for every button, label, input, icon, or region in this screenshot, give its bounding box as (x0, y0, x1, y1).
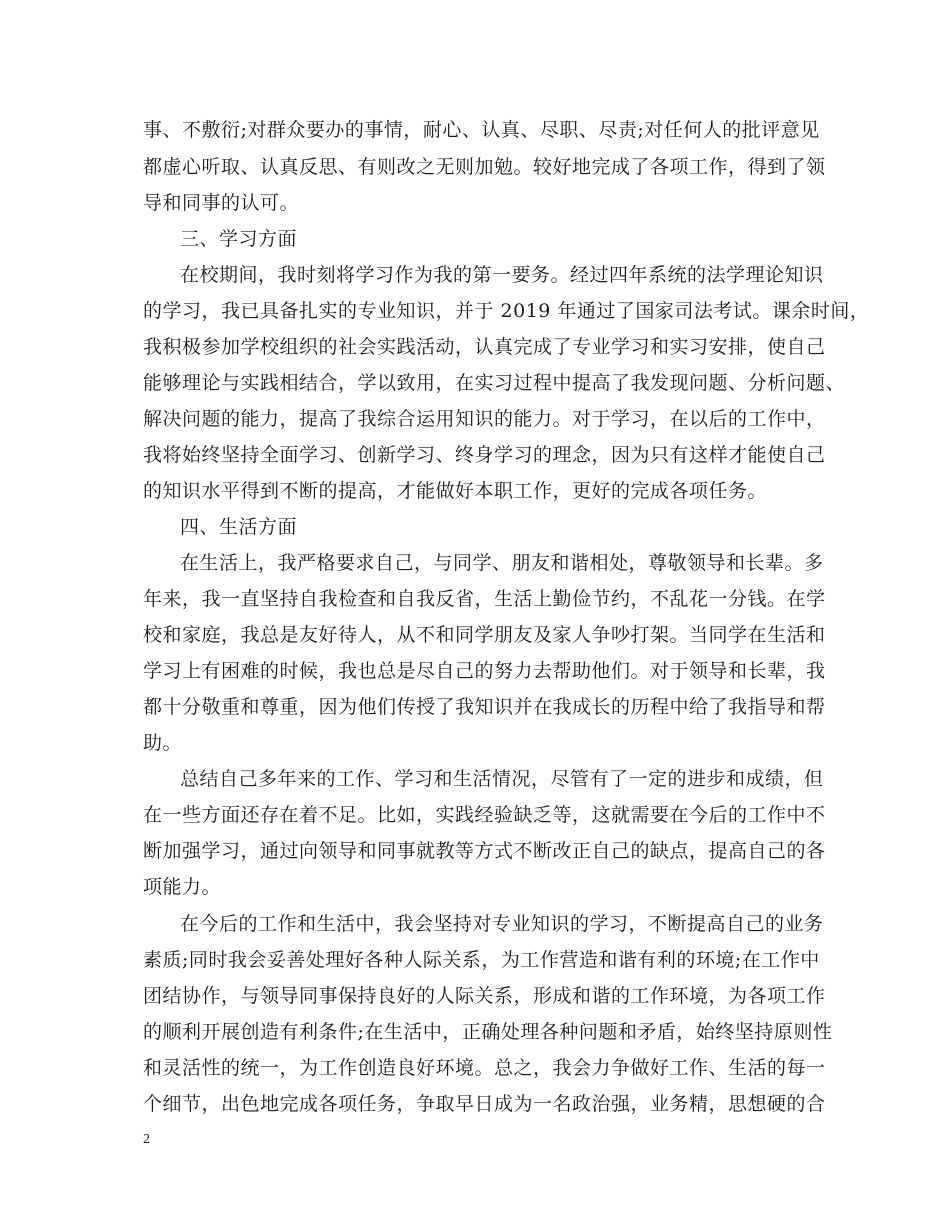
body-text-line: 在一些方面还存在着不足。比如，实践经验缺乏等，这就需要在今后的工作中不 (143, 804, 826, 826)
section-heading: 三、学习方面 (180, 228, 298, 250)
body-text-line: 学习上有困难的时候，我也总是尽自己的努力去帮助他们。对于领导和长辈，我 (143, 660, 826, 682)
body-text-line: 都虚心听取、认真反思、有则改之无则加勉。较好地完成了各项工作，得到了领 (143, 156, 826, 178)
body-text-line: 和灵活性的统一，为工作创造良好环境。总之，我会力争做好工作、生活的每一 (143, 1057, 826, 1079)
body-text-line: 能够理论与实践相结合，学以致用，在实习过程中提高了我发现问题、分析问题、 (143, 372, 846, 394)
body-text-line: 解决问题的能力，提高了我综合运用知识的能力。对于学习，在以后的工作中， (143, 408, 826, 430)
body-text-line: 的顺利开展创造有利条件;在生活中，正确处理各种问题和矛盾，始终坚持原则性 (143, 1021, 833, 1043)
body-text-line: 事、不敷衍;对群众要办的事情，耐心、认真、尽职、尽责;对任何人的批评意见 (143, 119, 820, 141)
section-heading: 四、生活方面 (180, 516, 298, 538)
body-text-line: 团结协作，与领导同事保持良好的人际关系，形成和谐的工作环境，为各项工作 (143, 985, 826, 1007)
body-text-line: 都十分敬重和尊重，因为他们传授了我知识并在我成长的历程中给了我指导和帮 (143, 696, 826, 718)
body-text-line: 素质;同时我会妥善处理好各种人际关系，为工作营造和谐有利的环境;在工作中 (143, 949, 820, 971)
body-text-line: 项能力。 (143, 876, 222, 898)
body-text-line: 年来，我一直坚持自我检查和自我反省，生活上勤俭节约，不乱花一分钱。在学 (143, 588, 826, 610)
body-text-line: 的学习，我已具备扎实的专业知识，并于 2019 年通过了国家司法考试。课余时间， (143, 300, 870, 322)
body-text-line: 导和同事的认可。 (143, 192, 300, 214)
body-text-line: 总结自己多年来的工作、学习和生活情况，尽管有了一定的进步和成绩，但 (180, 768, 824, 790)
body-text-line: 在生活上，我严格要求自己，与同学、朋友和谐相处，尊敬领导和长辈。多 (180, 552, 824, 574)
body-text-line: 助。 (143, 732, 183, 754)
body-text-line: 在今后的工作和生活中，我会坚持对专业知识的学习，不断提高自己的业务 (180, 913, 824, 935)
body-text-line: 个细节，出色地完成各项任务，争取早日成为一名政治强，业务精，思想硬的合 (143, 1093, 826, 1115)
body-text-line: 校和家庭，我总是友好待人，从不和同学朋友及家人争吵打架。当同学在生活和 (143, 624, 826, 646)
body-text-line: 的知识水平得到不断的提高，才能做好本职工作，更好的完成各项任务。 (143, 480, 768, 502)
body-text-line: 在校期间，我时刻将学习作为我的第一要务。经过四年系统的法学理论知识 (180, 264, 824, 286)
body-text-line: 我积极参加学校组织的社会实践活动，认真完成了专业学习和实习安排，使自己 (143, 336, 826, 358)
body-text-line: 我将始终坚持全面学习、创新学习、终身学习的理念，因为只有这样才能使自己 (143, 444, 826, 466)
page-number: 2 (143, 1132, 150, 1147)
body-text-line: 断加强学习，通过向领导和同事就教等方式不断改正自己的缺点，提高自己的各 (143, 840, 826, 862)
